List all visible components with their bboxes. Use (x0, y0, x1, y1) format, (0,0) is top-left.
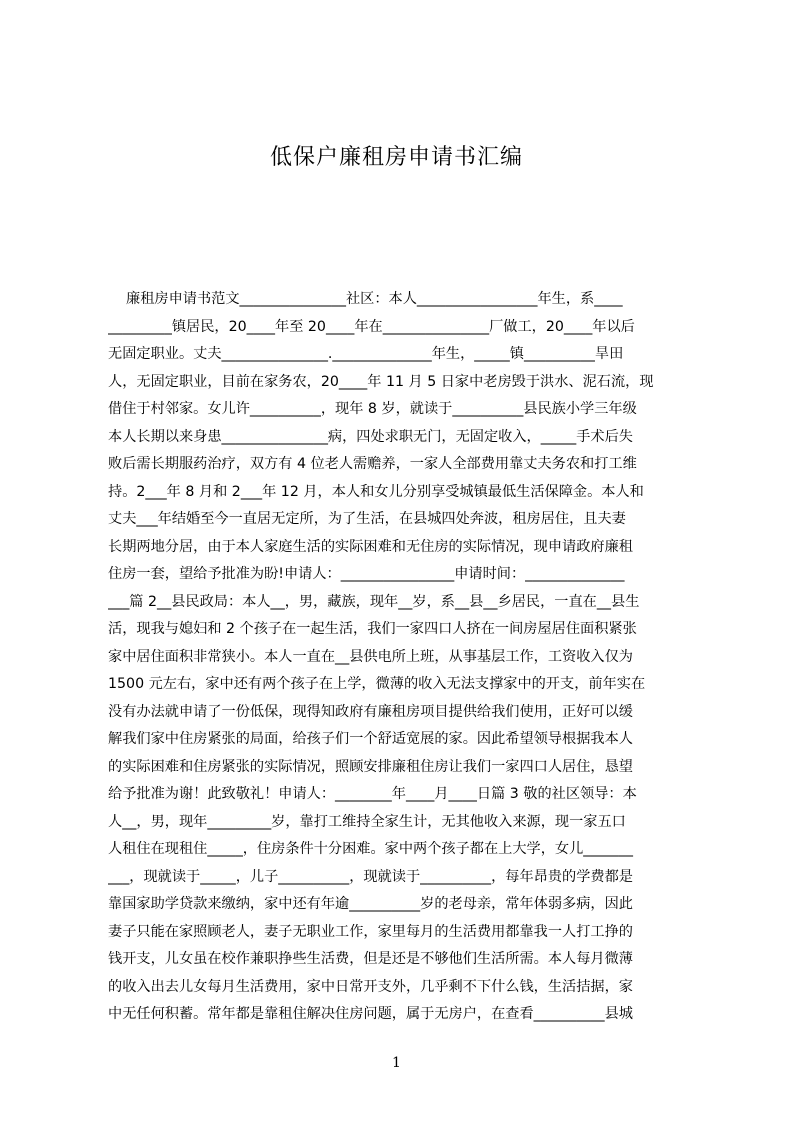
body-line: 持。2___年 8 月和 2___年 12 月，本人和女儿分别享受城镇最低生活保障金。本人和 (108, 483, 644, 500)
body-line: 没有办法就申请了一份低保，现得知政府有廉租房项目提供给我们使用，正好可以缓 (108, 703, 633, 720)
body-line: 长期两地分居，由于本人家庭生活的实际困难和无住房的实际情况，现申请政府廉租 (108, 538, 633, 555)
body-line: 解我们家中住房紧张的局面，给孩子们一个舒适宽展的家。因此希望领导根据我本人 (108, 731, 633, 747)
body-line: 借住于村邻家。女儿许__________，现年 8 岁，就读于__________县民族小学三年级 (108, 401, 637, 417)
body-line: 人租住在现租住_____，住房条件十分困难。家中两个孩子都在上大学，女儿_______ (108, 841, 633, 857)
body-line: 人，无固定职业，目前在家务农，20____年 11 月 5 日家中老房毁于洪水、泥石流，现 (108, 373, 654, 390)
document-title: 低保户廉租房申请书汇编 (269, 145, 523, 170)
document-body (108, 286, 698, 1029)
body-line: 无固定职业。丈夫_______________.______________年生，_____镇__________旱田 (108, 346, 624, 362)
body-line: _________镇居民，20____年至 20____年在_______________厂做工，20____年以后 (108, 318, 635, 335)
body-line: 1500 元左右，家中还有两个孩子在上学，微薄的收入无法支撑家中的开支，前年实在 (108, 676, 646, 692)
body-line: 的收入出去儿女每月生活费用，家中日常开支外，几乎剩不下什么钱，生活拮据，家 (108, 978, 633, 995)
body-line: 给予批准为谢！此致敬礼！申请人：________年____月____日篇 3 敬的社区领导：本 (108, 786, 637, 802)
body-line: 妻子只能在家照顾老人，妻子无职业工作，家里每月的生活费用都靠我一人打工挣的 (108, 923, 633, 940)
body-line: 人__，男，现年_________岁，靠打工维持全家生计，无其他收入来源，现一家五口 (108, 813, 626, 830)
body-line: 家中居住面积非常狭小。本人一直在__县供电所上班，从事基层工作，工资收入仅为 (108, 648, 633, 665)
body-line: 本人长期以来身患_______________病，四处求职无门，无固定收入，_____手术后失 (108, 428, 633, 445)
body-line: 靠国家助学贷款来缴纳，家中还有年逾__________岁的老母亲，常年体弱多病，因此 (108, 896, 633, 912)
body-line: 的实际困难和住房紧张的实际情况，照顾安排廉租住房让我们一家四口人居住，恳望 (108, 758, 633, 775)
body-line: 廉租房申请书范文_______________社区：本人_________________年生，系____ (108, 291, 623, 307)
body-line: 中无任何积蓄。常年都是靠租住解决住房问题，属于无房户，在查看__________县城 (108, 1006, 633, 1022)
body-line: 钱开支，儿女虽在校作兼职挣些生活费，但是还是不够他们生活所需。本人每月微薄 (108, 951, 633, 967)
body-line: 败后需长期服药治疗，双方有 4 位老人需赡养，一家人全部费用靠丈夫务农和打工维 (108, 456, 637, 472)
body-line: ___篇 2__县民政局：本人__，男，藏族，现年__岁，系__县__乡居民，一直在__县生 (108, 593, 640, 610)
body-line: ___，现就读于_____，儿子__________，现就读于__________，每年昂贵的学费都是 (108, 868, 633, 885)
body-line: 住房一套，望给予批准为盼!申请人：________________申请时间：______________ (108, 566, 625, 582)
body-line: 丈夫___年结婚至今一直居无定所，为了生活，在县城四处奔波，租房居住，且夫妻 (108, 511, 626, 527)
body-line: 活，现我与媳妇和 2 个孩子在一起生活，我们一家四口人挤在一间房屋居住面积紧张 (108, 621, 637, 637)
page-number: 1 (392, 1055, 401, 1071)
